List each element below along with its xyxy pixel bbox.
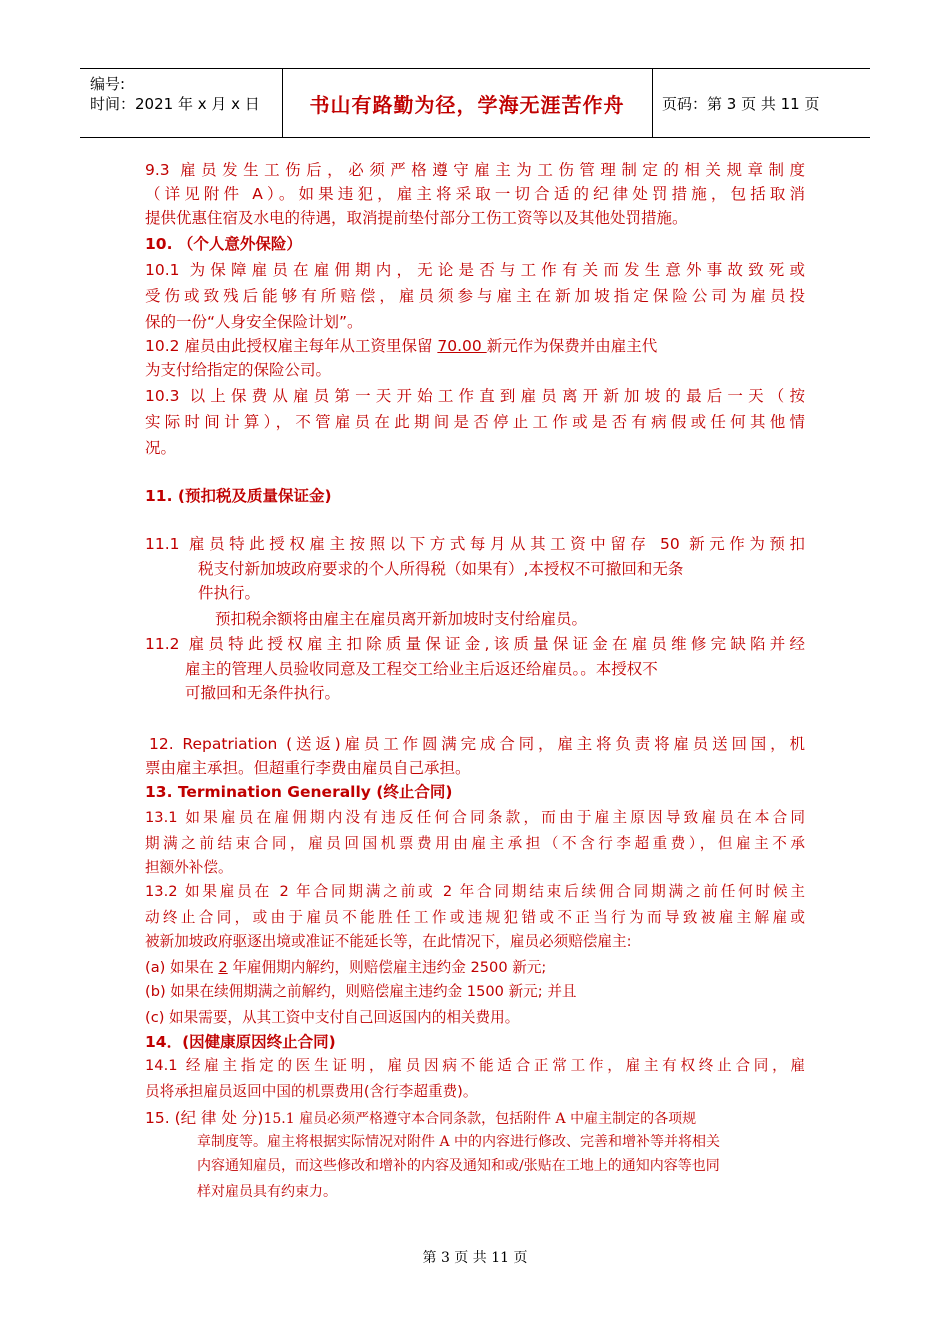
clause-13-2-item-c: (c) 如果需要，从其工资中支付自己回返国内的相关费用。 [145,1009,520,1026]
clause-10-1-line-1: 10.1 为保障雇员在雇佣期内，无论是否与工作有关而发生意外事故致死或 [145,261,805,279]
clause-11-2-line-1: 11.2 雇员特此授权雇主扣除质量保证金,该质量保证金在雇员维修完缺陷并经 [145,635,805,653]
document-number-label: 编号: [90,75,126,93]
clause-13-2-line-2: 动终止合同，或由于雇员不能胜任工作或违规犯错或不正当行为而导致被雇主解雇或 [145,909,805,926]
section-15-line-2: 章制度等。雇主将根据实际情况对附件 A 中的内容进行修改、完善和增补等并将相关 [197,1134,721,1150]
clause-11-1-line-4: 预扣税余额将由雇主在雇员离开新加坡时支付给雇员。 [215,610,588,628]
section-15-line-1: 15. (纪 律 处 分)15.1 雇员必须严格遵守本合同条款，包括附件 A 中雇主制定的各项规 [145,1109,697,1127]
section-10-heading: 10. （个人意外保险） [145,235,302,253]
page-footer: 第 3 页 共 11 页 [422,1250,528,1266]
header-page-cell [652,69,870,137]
clause-11-1-line-1: 11.1 雇员特此授权雇主按照以下方式每月从其工资中留存 50 新元作为预扣 [145,535,805,553]
clause-13-1-line-2: 期满之前结束合同，雇员回国机票费用由雇主承担（不含行李超重费），但雇主不承 [145,835,805,852]
header-info-cell [80,69,283,137]
clause-10-2-line-1: 10.2 雇员由此授权雇主每年从工资里保留 70.00 新元作为保费并由雇主代 [145,337,658,355]
clause-13-2-item-b: (b) 如果在续佣期满之前解约，则赔偿雇主违约金 1500 新元; 并且 [145,983,577,1000]
section-15-line-3: 内容通知雇员，而这些修改和增补的内容及通知和或/张贴在工地上的通知内容等也同 [197,1158,720,1174]
clause-13-2-item-a: (a) 如果在 2 年雇佣期内解约，则赔偿雇主违约金 2500 新元; [145,959,547,976]
page-code: 页码：第 3 页 共 11 页 [662,94,820,113]
section-11-heading: 11. (预扣税及质量保证金) [145,487,332,505]
clause-9-3-line-3: 提供优惠住宿及水电的待遇，取消提前垫付部分工伤工资等以及其他处罚措施。 [145,209,688,227]
clause-13-2-line-1: 13.2 如果雇员在 2 年合同期满之前或 2 年合同期结束后续佣合同期满之前任何时候主 [145,883,805,900]
section-14-heading: 14．(因健康原因终止合同) [145,1033,336,1051]
header-motto-cell [282,69,653,137]
clause-11-2-line-2: 雇主的管理人员验收同意及工程交工给业主后返还给雇员。。本授权不 [185,660,658,678]
clause-10-3-line-2: 实际时间计算），不管雇员在此期间是否停止工作或是否有病假或任何其他情 [145,413,805,431]
clause-9-3-line-2: （详见附件 A）。如果违犯，雇主将采取一切合适的纪律处罚措施，包括取消 [145,185,805,203]
premium-amount: 70.00 [437,337,487,355]
clause-11-1-line-3: 件执行。 [198,584,261,602]
section-12-line-2: 票由雇主承担。但超重行李费由雇员自己承担。 [145,759,471,777]
clause-14-1-line-2: 员将承担雇员返回中国的机票费用(含行李超重费)。 [145,1083,478,1100]
clause-11-1-line-2: 税支付新加坡政府要求的个人所得税（如果有）,本授权不可撤回和无条 [198,560,684,578]
section-15-line-4: 样对雇员具有约束力。 [197,1184,337,1200]
clause-9-3-line-1: 9.3 雇员发生工伤后，必须严格遵守雇主为工伤管理制定的相关规章制度 [145,161,805,179]
section-12-line-1: 12. Repatriation (送返)雇员工作圆满完成合同，雇主将负责将雇员送回国，机 [149,735,805,753]
motto-text: 书山有路勤为径，学海无涯苦作舟 [309,92,625,117]
clause-13-1-line-3: 担额外补偿。 [145,859,233,876]
section-13-heading: 13. Termination Generally (终止合同) [145,783,453,801]
clause-13-1-line-1: 13.1 如果雇员在雇佣期内没有违反任何合同条款，而由于雇主原因导致雇员在本合同 [145,809,805,826]
page-header [80,68,870,138]
clause-10-1-line-2: 受伤或致残后能够有所赔偿，雇员须参与雇主在新加坡指定保险公司为雇员投 [145,287,805,305]
clause-10-3-line-1: 10.3 以上保费从雇员第一天开始工作直到雇员离开新加坡的最后一天（按 [145,387,805,405]
clause-14-1-line-1: 14.1 经雇主指定的医生证明，雇员因病不能适合正常工作，雇主有权终止合同，雇 [145,1057,805,1074]
clause-10-1-line-3: 保的一份“人身安全保险计划”。 [145,313,363,331]
document-date-label: 时间：2021 年 x 月 x 日 [90,95,260,113]
clause-10-3-line-3: 况。 [145,439,177,457]
clause-13-2-line-3: 被新加坡政府驱逐出境或准证不能延长等，在此情况下，雇员必须赔偿雇主: [145,933,632,950]
clause-10-2-line-2: 为支付给指定的保险公司。 [145,361,332,379]
clause-11-2-line-3: 可撤回和无条件执行。 [185,684,341,702]
